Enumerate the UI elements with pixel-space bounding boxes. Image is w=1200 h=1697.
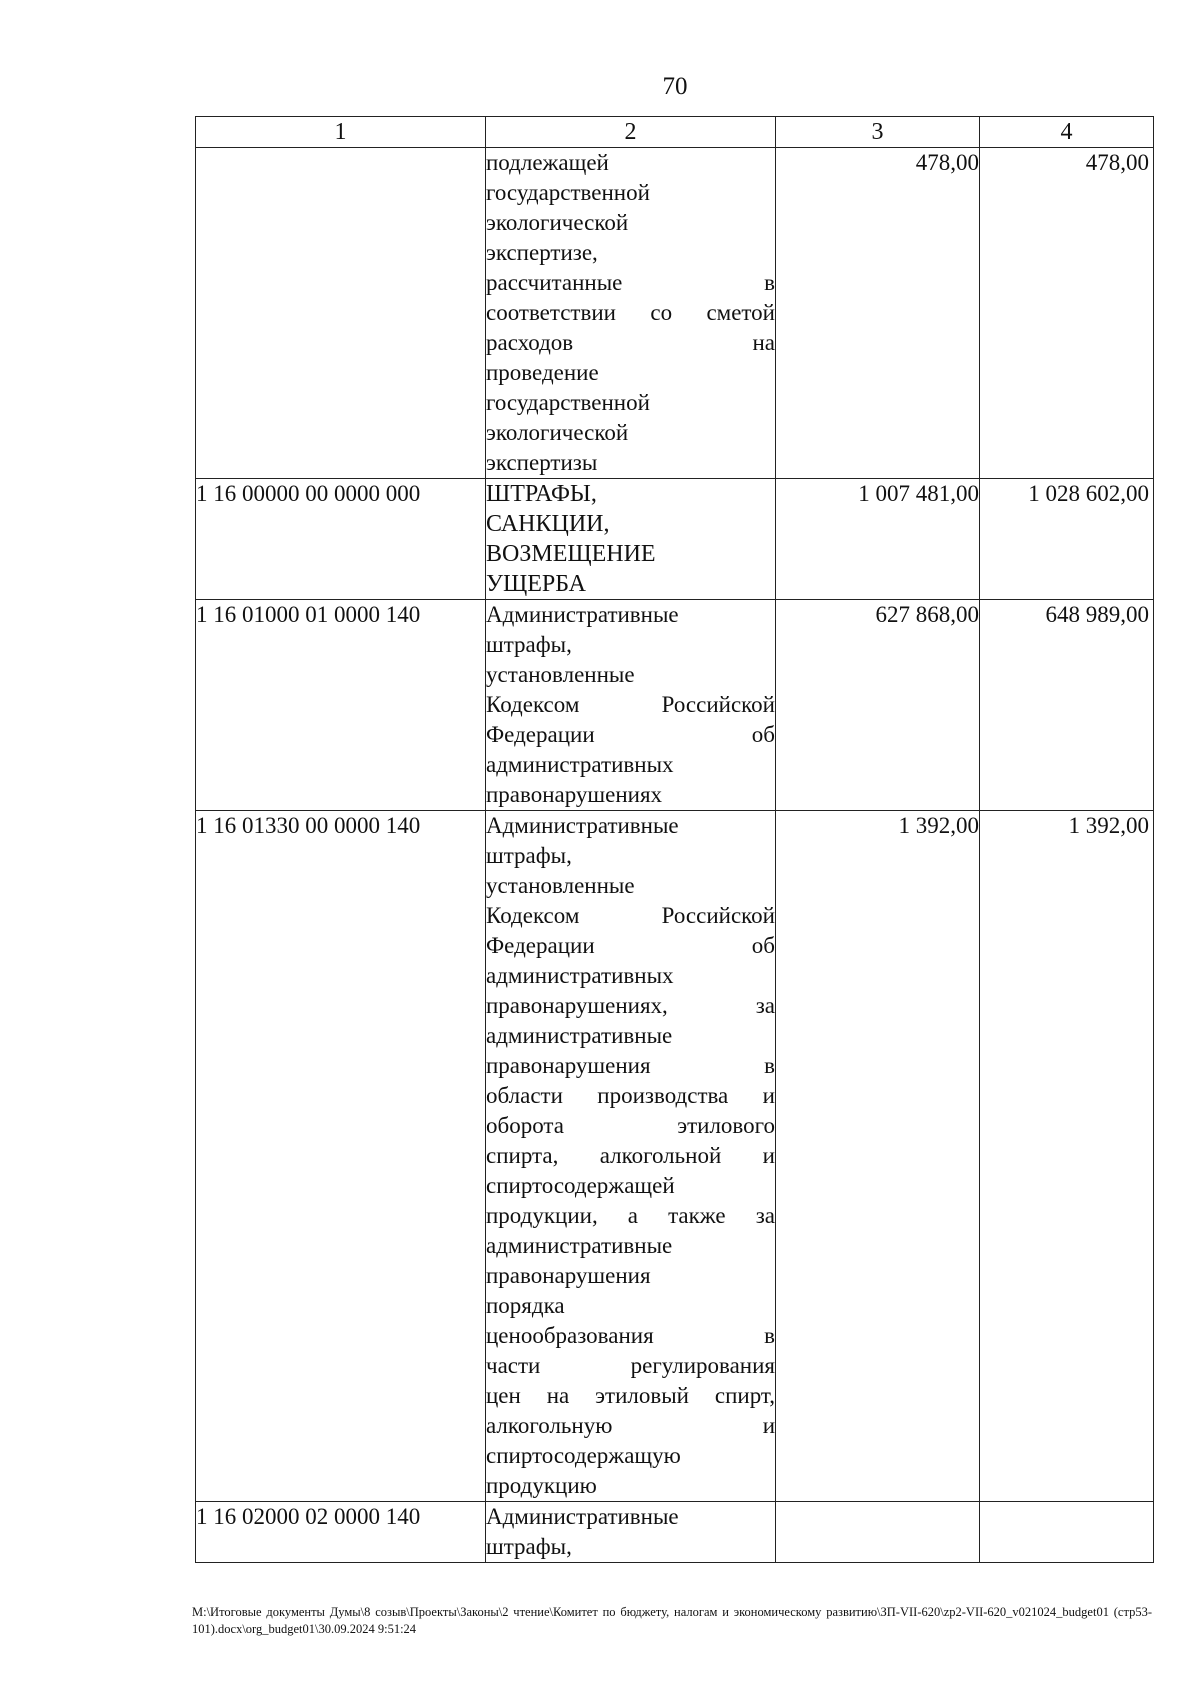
budget-code-cell: 1 16 02000 02 0000 140 [196, 1502, 486, 1563]
name-line: административных [486, 752, 674, 777]
name-line: алкогольную и [486, 1413, 775, 1438]
name-line: рассчитанные в [486, 270, 775, 295]
name-line: соответствии со сметой [486, 300, 775, 325]
column-header: 3 [776, 117, 980, 148]
name-line: продукцию [486, 1473, 597, 1498]
table-row [196, 811, 1154, 1502]
name-line: продукции, а также за [486, 1203, 775, 1228]
name-line: экспертизы [486, 450, 598, 475]
table-body [196, 148, 1154, 1563]
item-name-cell [486, 479, 776, 600]
name-line: штрафы, [486, 632, 572, 657]
name-line: ШТРАФЫ, [486, 481, 597, 507]
item-name-cell [486, 1502, 776, 1563]
name-line: Административные [486, 1504, 679, 1529]
budget-code-cell: 1 16 01000 01 0000 140 [196, 600, 486, 811]
name-line: экологической [486, 420, 629, 445]
name-line: экспертизе, [486, 240, 598, 265]
name-line: ценообразования в [486, 1323, 775, 1348]
name-line: спиртосодержащую [486, 1443, 681, 1468]
amount-year2-cell: 478,00 [980, 148, 1154, 479]
name-line: Кодексом Российской [486, 692, 775, 717]
table-row [196, 479, 1154, 600]
name-line: САНКЦИИ, [486, 511, 610, 537]
name-line: части регулирования [486, 1353, 775, 1378]
name-line: штрафы, [486, 1534, 572, 1559]
amount-year2-cell: 1 392,00 [980, 811, 1154, 1502]
name-line: административные [486, 1023, 673, 1048]
name-line: установленные [486, 662, 635, 687]
name-line: спиртосодержащей [486, 1173, 675, 1198]
budget-revenue-table [195, 116, 1154, 1563]
amount-year2-cell: 648 989,00 [980, 600, 1154, 811]
table-header-row [196, 117, 1154, 148]
item-name-cell [486, 148, 776, 479]
name-line: правонарушения [486, 1263, 651, 1288]
table-row [196, 600, 1154, 811]
name-line: административных [486, 963, 674, 988]
name-line: цен на этиловый спирт, [486, 1383, 775, 1408]
name-line: государственной [486, 180, 650, 205]
name-line: Административные [486, 602, 679, 627]
amount-year1-cell: 627 868,00 [776, 600, 980, 811]
name-line: УЩЕРБА [486, 571, 587, 597]
name-line: экологической [486, 210, 629, 235]
column-header: 4 [980, 117, 1154, 148]
name-line: Федерации об [486, 722, 775, 747]
name-line: установленные [486, 873, 635, 898]
budget-code-cell: 1 16 00000 00 0000 000 [196, 479, 486, 600]
amount-year2-cell: 1 028 602,00 [980, 479, 1154, 600]
table-row [196, 148, 1154, 479]
amount-year1-cell: 1 007 481,00 [776, 479, 980, 600]
name-line: порядка [486, 1293, 565, 1318]
name-line: штрафы, [486, 843, 572, 868]
name-line: ВОЗМЕЩЕНИЕ [486, 541, 656, 567]
budget-code-cell [196, 148, 486, 479]
name-line: правонарушения в [486, 1053, 775, 1078]
name-line: правонарушениях [486, 782, 663, 807]
name-line: области производства и [486, 1083, 775, 1108]
column-header: 2 [486, 117, 776, 148]
name-line: проведение [486, 360, 599, 385]
amount-year1-cell: 478,00 [776, 148, 980, 479]
name-line: государственной [486, 390, 650, 415]
table-row [196, 1502, 1154, 1563]
name-line: Административные [486, 813, 679, 838]
name-line: Кодексом Российской [486, 903, 775, 928]
page-number: 70 [662, 73, 688, 100]
amount-year2-cell [980, 1502, 1154, 1563]
name-line: оборота этилового [486, 1113, 775, 1138]
name-line: спирта, алкогольной и [486, 1143, 775, 1168]
amount-year1-cell: 1 392,00 [776, 811, 980, 1502]
item-name-cell [486, 600, 776, 811]
document-path-footer: М:\Итоговые документы Думы\8 созыв\Проекты\Законы\2 чтение\Комитет по бюджету, налогам и экономическому развитию\ЗП-VII-620\zp2-VII-620_v021024_budget01 (стр53-101).docx\org_budget01\30.09.2024 9:51:24 [192, 1605, 1152, 1636]
item-name-cell [486, 811, 776, 1502]
name-line: расходов на [486, 330, 775, 355]
name-line: административные [486, 1233, 673, 1258]
name-line: подлежащей [486, 150, 609, 175]
amount-year1-cell [776, 1502, 980, 1563]
column-header: 1 [196, 117, 486, 148]
name-line: правонарушениях, за [486, 993, 775, 1018]
budget-code-cell: 1 16 01330 00 0000 140 [196, 811, 486, 1502]
name-line: Федерации об [486, 933, 775, 958]
